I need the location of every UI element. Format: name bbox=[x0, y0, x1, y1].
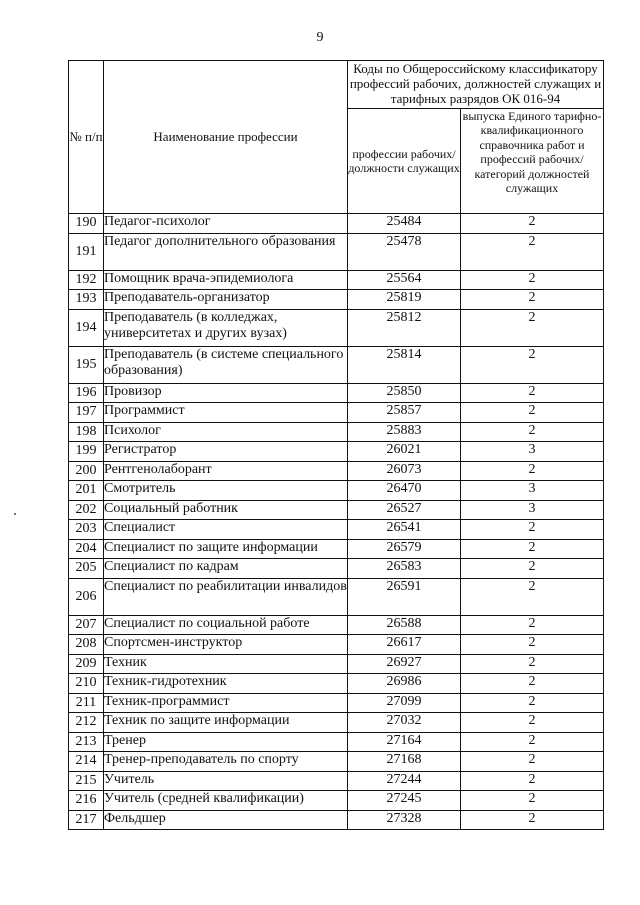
professions-table bbox=[68, 60, 604, 830]
row-number: 197 bbox=[69, 403, 104, 423]
row-number: 198 bbox=[69, 422, 104, 442]
row-number: 191 bbox=[69, 233, 104, 270]
table-row bbox=[69, 635, 604, 655]
profession-name: Техник-гидротехник bbox=[104, 674, 348, 694]
category-code: 2 bbox=[461, 346, 604, 383]
profession-code: 25814 bbox=[348, 346, 461, 383]
profession-name: Смотритель bbox=[104, 481, 348, 501]
profession-code: 26073 bbox=[348, 461, 461, 481]
category-code: 2 bbox=[461, 233, 604, 270]
table-row bbox=[69, 771, 604, 791]
row-number: 193 bbox=[69, 290, 104, 310]
profession-name: Преподаватель (в колледжах, университетах и других вузах) bbox=[104, 309, 348, 346]
profession-code: 26591 bbox=[348, 578, 461, 615]
profession-code: 26588 bbox=[348, 615, 461, 635]
category-code: 2 bbox=[461, 578, 604, 615]
row-number: 207 bbox=[69, 615, 104, 635]
row-number: 217 bbox=[69, 810, 104, 830]
table-row bbox=[69, 732, 604, 752]
row-number: 209 bbox=[69, 654, 104, 674]
category-code: 2 bbox=[461, 290, 604, 310]
row-number: 199 bbox=[69, 442, 104, 462]
profession-name: Регистратор bbox=[104, 442, 348, 462]
profession-name: Специалист по реабилитации инвалидов bbox=[104, 578, 348, 615]
profession-code: 26617 bbox=[348, 635, 461, 655]
category-code: 2 bbox=[461, 520, 604, 540]
profession-name: Спортсмен-инструктор bbox=[104, 635, 348, 655]
table-row bbox=[69, 383, 604, 403]
category-code: 3 bbox=[461, 442, 604, 462]
table-row bbox=[69, 500, 604, 520]
profession-code: 27244 bbox=[348, 771, 461, 791]
category-code: 2 bbox=[461, 559, 604, 579]
scan-speck bbox=[14, 513, 16, 515]
category-code: 2 bbox=[461, 539, 604, 559]
profession-code: 27032 bbox=[348, 713, 461, 733]
table-row bbox=[69, 578, 604, 615]
row-number: 213 bbox=[69, 732, 104, 752]
row-number: 211 bbox=[69, 693, 104, 713]
row-number: 216 bbox=[69, 791, 104, 811]
row-number: 194 bbox=[69, 309, 104, 346]
row-number: 201 bbox=[69, 481, 104, 501]
category-code: 2 bbox=[461, 674, 604, 694]
profession-code: 25819 bbox=[348, 290, 461, 310]
header-code-col: профессии рабочих/ должности служащих bbox=[348, 109, 461, 214]
category-code: 3 bbox=[461, 500, 604, 520]
row-number: 208 bbox=[69, 635, 104, 655]
profession-code: 27168 bbox=[348, 752, 461, 772]
table-row bbox=[69, 481, 604, 501]
profession-code: 26541 bbox=[348, 520, 461, 540]
profession-name: Психолог bbox=[104, 422, 348, 442]
profession-name: Специалист по защите информации bbox=[104, 539, 348, 559]
page-number: 9 bbox=[316, 30, 324, 45]
profession-code: 26470 bbox=[348, 481, 461, 501]
profession-name: Специалист bbox=[104, 520, 348, 540]
profession-code: 26021 bbox=[348, 442, 461, 462]
row-number: 214 bbox=[69, 752, 104, 772]
profession-name: Учитель bbox=[104, 771, 348, 791]
table-row bbox=[69, 309, 604, 346]
category-code: 2 bbox=[461, 309, 604, 346]
header-name: Наименование профессии bbox=[104, 61, 348, 214]
profession-code: 25883 bbox=[348, 422, 461, 442]
profession-name: Фельдшер bbox=[104, 810, 348, 830]
profession-code: 27164 bbox=[348, 732, 461, 752]
row-number: 206 bbox=[69, 578, 104, 615]
profession-name: Преподаватель (в системе специального образования) bbox=[104, 346, 348, 383]
profession-name: Тренер-преподаватель по спорту bbox=[104, 752, 348, 772]
profession-code: 26986 bbox=[348, 674, 461, 694]
profession-code: 27245 bbox=[348, 791, 461, 811]
table-row bbox=[69, 442, 604, 462]
row-number: 203 bbox=[69, 520, 104, 540]
category-code: 2 bbox=[461, 403, 604, 423]
row-number: 190 bbox=[69, 214, 104, 234]
table-row bbox=[69, 693, 604, 713]
category-code: 2 bbox=[461, 752, 604, 772]
profession-name: Социальный работник bbox=[104, 500, 348, 520]
profession-code: 25484 bbox=[348, 214, 461, 234]
profession-code: 25850 bbox=[348, 383, 461, 403]
table-row bbox=[69, 752, 604, 772]
table-row bbox=[69, 615, 604, 635]
profession-name: Программист bbox=[104, 403, 348, 423]
profession-name: Помощник врача-эпидемиолога bbox=[104, 270, 348, 290]
category-code: 2 bbox=[461, 383, 604, 403]
table-row bbox=[69, 290, 604, 310]
table-row bbox=[69, 539, 604, 559]
table-row bbox=[69, 233, 604, 270]
profession-code: 25564 bbox=[348, 270, 461, 290]
row-number: 200 bbox=[69, 461, 104, 481]
category-code: 2 bbox=[461, 713, 604, 733]
category-code: 2 bbox=[461, 771, 604, 791]
profession-name: Педагог-психолог bbox=[104, 214, 348, 234]
profession-code: 27328 bbox=[348, 810, 461, 830]
table-row bbox=[69, 346, 604, 383]
row-number: 215 bbox=[69, 771, 104, 791]
table-row bbox=[69, 403, 604, 423]
table-row bbox=[69, 214, 604, 234]
category-code: 2 bbox=[461, 422, 604, 442]
table-row bbox=[69, 654, 604, 674]
header-num: № п/п bbox=[69, 61, 104, 214]
header-cat-col: выпуска Единого тарифно-квалификационного справочника работ и профессий рабочих/категорий должностей служащих bbox=[461, 109, 604, 214]
category-code: 2 bbox=[461, 810, 604, 830]
row-number: 192 bbox=[69, 270, 104, 290]
profession-code: 26583 bbox=[348, 559, 461, 579]
profession-code: 27099 bbox=[348, 693, 461, 713]
row-number: 202 bbox=[69, 500, 104, 520]
category-code: 2 bbox=[461, 791, 604, 811]
category-code: 2 bbox=[461, 461, 604, 481]
table-row bbox=[69, 559, 604, 579]
row-number: 212 bbox=[69, 713, 104, 733]
header-codes: Коды по Общероссийскому классификатору профессий рабочих, должностей служащих и тарифных разрядов ОК 016-94 bbox=[348, 61, 604, 109]
table-row bbox=[69, 674, 604, 694]
category-code: 2 bbox=[461, 270, 604, 290]
profession-name: Учитель (средней квалификации) bbox=[104, 791, 348, 811]
profession-name: Специалист по кадрам bbox=[104, 559, 348, 579]
profession-name: Рентгенолаборант bbox=[104, 461, 348, 481]
profession-code: 25478 bbox=[348, 233, 461, 270]
category-code: 2 bbox=[461, 732, 604, 752]
profession-code: 26527 bbox=[348, 500, 461, 520]
row-number: 204 bbox=[69, 539, 104, 559]
category-code: 3 bbox=[461, 481, 604, 501]
table-row bbox=[69, 713, 604, 733]
table-row bbox=[69, 810, 604, 830]
profession-name: Тренер bbox=[104, 732, 348, 752]
table-body bbox=[69, 214, 604, 830]
row-number: 196 bbox=[69, 383, 104, 403]
row-number: 205 bbox=[69, 559, 104, 579]
profession-code: 25812 bbox=[348, 309, 461, 346]
table-row bbox=[69, 791, 604, 811]
profession-code: 26927 bbox=[348, 654, 461, 674]
profession-name: Преподаватель-организатор bbox=[104, 290, 348, 310]
profession-name: Педагог дополнительного образования bbox=[104, 233, 348, 270]
table-header bbox=[69, 61, 604, 214]
row-number: 210 bbox=[69, 674, 104, 694]
row-number: 195 bbox=[69, 346, 104, 383]
profession-name: Провизор bbox=[104, 383, 348, 403]
category-code: 2 bbox=[461, 615, 604, 635]
category-code: 2 bbox=[461, 693, 604, 713]
profession-name: Техник-программист bbox=[104, 693, 348, 713]
table-row bbox=[69, 270, 604, 290]
profession-name: Техник по защите информации bbox=[104, 713, 348, 733]
table-row bbox=[69, 520, 604, 540]
category-code: 2 bbox=[461, 654, 604, 674]
profession-name: Специалист по социальной работе bbox=[104, 615, 348, 635]
table-row bbox=[69, 422, 604, 442]
category-code: 2 bbox=[461, 214, 604, 234]
profession-code: 25857 bbox=[348, 403, 461, 423]
profession-code: 26579 bbox=[348, 539, 461, 559]
category-code: 2 bbox=[461, 635, 604, 655]
profession-name: Техник bbox=[104, 654, 348, 674]
table-row bbox=[69, 461, 604, 481]
